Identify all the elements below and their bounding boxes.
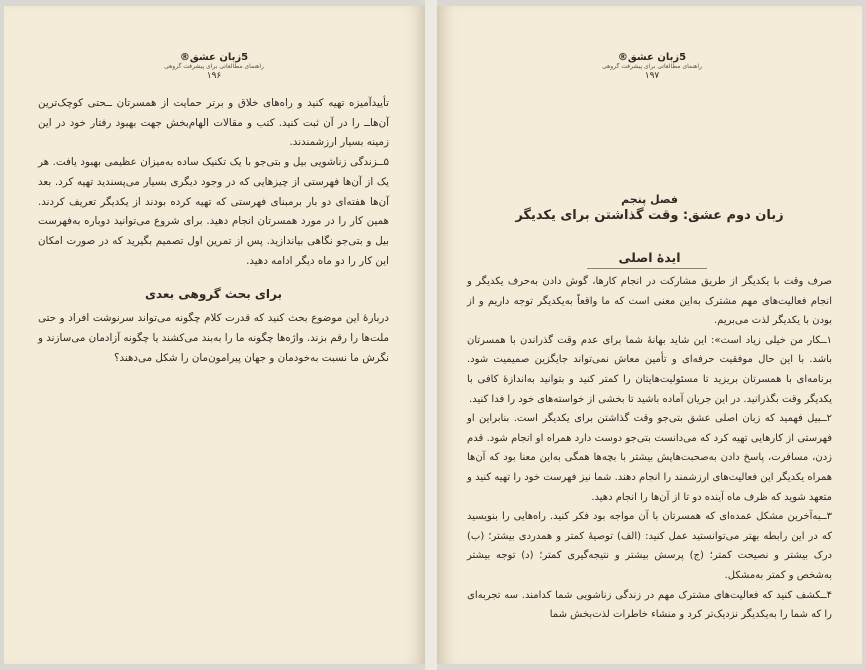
right-page: [437, 6, 862, 664]
section-underline: [587, 268, 707, 269]
paragraph: ۱ــکار من خیلی زیاد است»: این شاید بهانهٔ شما برای عدم وقت گذراندن با همسرتان باشد. با این حال موفقیت حرفه‌ای و تأمین معاش نمی‌تواند جایگزین صمیمیت شود. برنامه‌ای با همسرتان بریزید تا مسئولیت‌هایتان را کمتر کنید و بتوانید به‌اندازهٔ کافی با یکدیگر وقت بگذرانید. در این جریان آماده باشید تا بخشی از خواسته‌های خود را فدا کنید.: [467, 334, 832, 405]
section-subheading: برای بحث گروهی بعدی: [144, 287, 283, 302]
page-number: ۱۹۶: [206, 71, 222, 81]
paragraph: ۵ــزندگی زناشویی بیل و بتی‌جو با یک تکنیک ساده به‌میزان عظیمی بهبود یافت. هر یک از آن‌ها فهرستی از چیزهایی که در وجود دیگری بسیار می‌پسندید تهیه کرد. بعد آن‌ها هفته‌ای دو بار برمبنای فهرستی که تهیه کرده بودند از یکدیگر تعریف کردند. همین کار را در مورد همسرتان انجام دهید. برای شروع می‌توانید دوباره به‌فهرست بیل و بتی‌جو نگاهی بیاندازید. پس از تمرین اول تصمیم بگیرید که در صورت امکان این کار را دو ماه دیگر ادامه دهید.: [38, 156, 389, 267]
running-subtitle: راهنمای مطالعاتی برای پیشرفت گروهی: [164, 63, 264, 70]
paragraph: ۲ــبیل فهمید که زبان اصلی عشق بتی‌جو وقت گذاشتن برای یکدیگر است. بنابراین او فهرستی از کارهایی تهیه کرد که می‌دانست بتی‌جو دوست دارد همراه او انجام شود. قدم زدن، مسافرت، پاسخ دادن به‌صحبت‌هایش بیشتر با بچه‌ها همگی به‌این معنا بود که آن‌ها همراه یکدیگر این فعالیت‌های ارزشمند را انجام دهند. شما نیز فهرست خود را تهیه کنید و متعهد شوید که ظرف ماه آینده دو تا از آن‌ها را انجام دهید.: [467, 413, 832, 503]
paragraph: ۴ــکشف کنید که فعالیت‌های مشترک مهم در زندگی زناشویی شما کدامند. سه تجربه‌ای را که شما را به‌یکدیگر نزدیک‌تر کرد و منشاء خاطرات لذت‌بخش شما: [467, 589, 832, 621]
page-number: ۱۹۷: [644, 71, 660, 81]
bleed-through-text: [38, 381, 389, 605]
paragraph: صرف وقت با یکدیگر از طریق مشارکت در انجام کارها، گوش دادن به‌حرف یکدیگر و انجام فعالیت‌های مهم مشترک به‌این معنی است که ما واقعاً به‌یکدیگر توجه داریم و از بودن با یکدیگر لذت می‌بریم.: [467, 276, 832, 327]
paragraph: تأییدآمیزه تهیه کنید و راه‌های خلاق و برتر حمایت از همسرتان ــحتی کوچک‌ترین آن‌هاــ را در آن ثبت کنید. کتب و مقالات الهام‌بخش جهت بهبود رفتار خود در این زمینه بسیار ارزشمندند.: [38, 97, 389, 149]
left-page-header: [114, 52, 314, 82]
chapter-title: زبان دوم عشق: وقت گذاشتن برای یکدیگر: [515, 208, 784, 223]
running-subtitle: راهنمای مطالعاتی برای پیشرفت گروهی: [602, 63, 702, 70]
left-page-body: [38, 94, 389, 368]
left-page: [4, 6, 425, 664]
paragraph: دربارهٔ این موضوع بحث کنید که قدرت کلام چگونه می‌تواند سرنوشت افراد و حتی ملت‌ها را رقم بزند. واژه‌ها چگونه ما را به‌بند می‌کشند یا چگونه آزادمان می‌سازند و نگرش ما نسبت به‌خودمان و جهان پیرامون‌مان را شکل می‌دهند؟: [38, 312, 389, 364]
book-gutter: [425, 0, 437, 670]
running-title: 5زبان عشق®: [617, 52, 687, 63]
running-title: 5زبان عشق®: [179, 52, 249, 63]
right-page-header: [552, 52, 752, 82]
section-title: ایدهٔ اصلی: [618, 250, 681, 265]
paragraph: ۳ــبه‌آخرین مشکل عمده‌ای که همسرتان با آن مواجه بود فکر کنید. راه‌هایی را بنویسید که در این رابطه بهتر می‌توانستید عمل کنید: (الف) توصیهٔ کمتر و همدردی بیشتر؛ (ب) درک بیشتر و نصیحت کمتر؛ (ج) پرسش بیشتر و نتیجه‌گیری کمتر؛ (د) توجه بیشتر به‌شخص و کمتر به‌مشکل.: [467, 511, 832, 581]
chapter-label: فصل پنجم: [621, 193, 678, 206]
right-page-body: [467, 272, 832, 625]
